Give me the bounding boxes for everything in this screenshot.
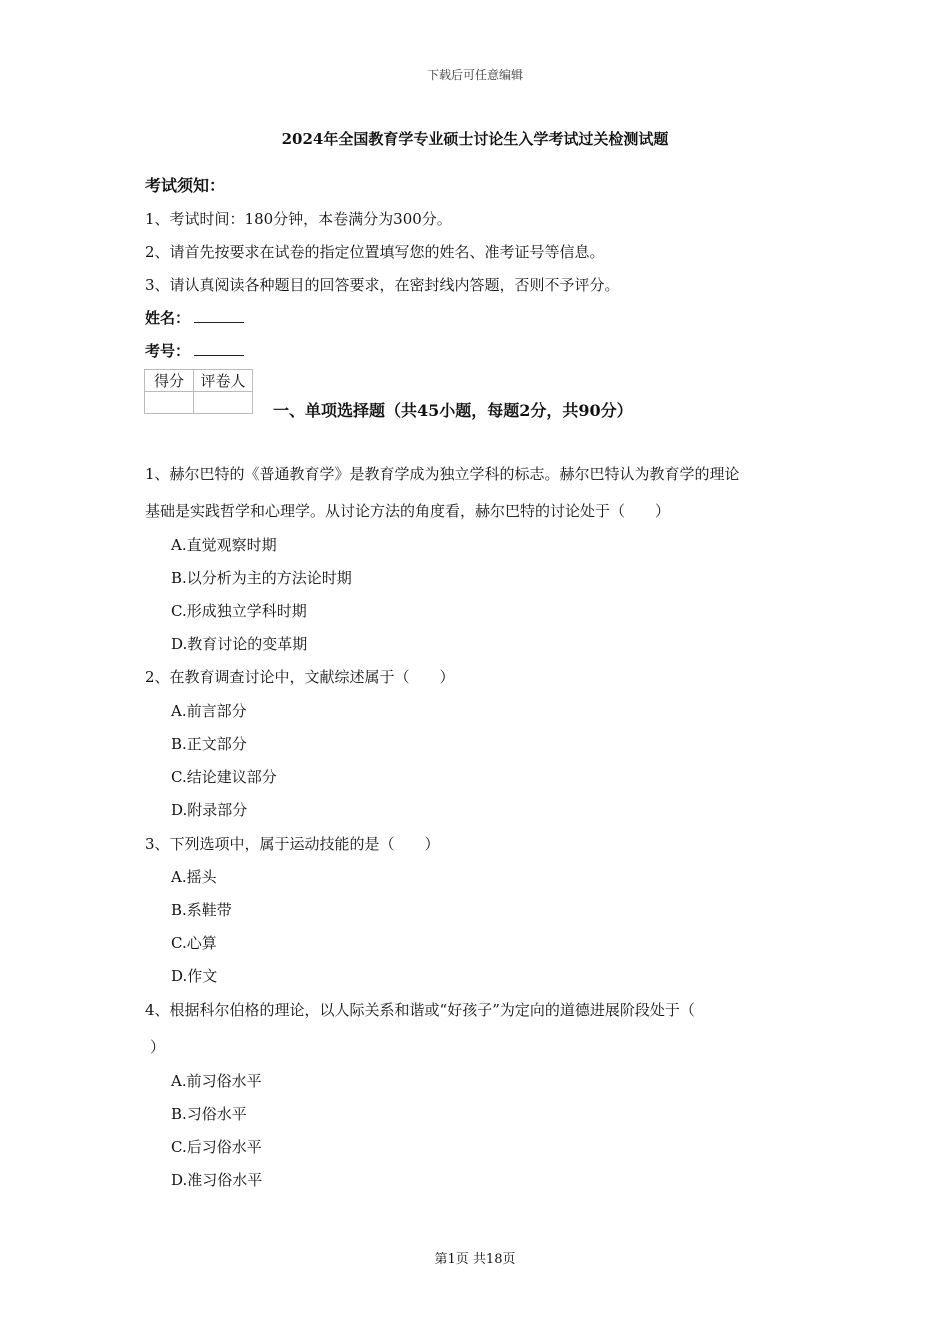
option-item: B.系鞋带: [171, 901, 232, 919]
option-item: B.正文部分: [171, 735, 247, 753]
option-item: C.结论建议部分: [171, 768, 277, 786]
score-cell: [145, 392, 194, 414]
score-table: [144, 369, 253, 414]
notice-item: 2、请首先按要求在试卷的指定位置填写您的姓名、准考证号等信息。: [145, 243, 605, 261]
page-footer: 第1页 共18页: [434, 1252, 516, 1267]
notice-heading: 考试须知：: [145, 176, 226, 195]
id-blank[interactable]: [194, 343, 244, 356]
notice-item: 3、请认真阅读各种题目的回答要求，在密封线内答题，否则不予评分。: [145, 276, 620, 294]
option-item: D.教育讨论的变革期: [171, 635, 308, 653]
notice-item: 1、考试时间：180分钟，本卷满分为300分。: [145, 210, 452, 228]
id-label: 考号：: [145, 342, 191, 360]
section-title: 一、单项选择题（共45小题，每题2分，共90分）: [273, 401, 633, 420]
score-header: 得分: [145, 370, 194, 392]
option-item: C.后习俗水平: [171, 1138, 262, 1156]
name-blank[interactable]: [194, 310, 244, 323]
option-item: D.附录部分: [171, 801, 248, 819]
option-item: D.准习俗水平: [171, 1171, 263, 1189]
name-field: [145, 307, 244, 328]
option-item: B.以分析为主的方法论时期: [171, 569, 352, 587]
question-stem: 2、在教育调查讨论中，文献综述属于（ ）: [145, 668, 455, 686]
option-item: A.前习俗水平: [171, 1072, 262, 1090]
question-stem: 1、赫尔巴特的《普通教育学》是教育学成为独立学科的标志。赫尔巴特认为教育学的理论: [145, 465, 740, 483]
option-item: C.形成独立学科时期: [171, 602, 307, 620]
option-item: A.摇头: [171, 868, 217, 886]
question-stem: 4、根据科尔伯格的理论，以人际关系和谐或“好孩子”为定向的道德进展阶段处于（: [145, 1001, 695, 1019]
option-item: A.直觉观察时期: [171, 536, 277, 554]
option-item: B.习俗水平: [171, 1105, 247, 1123]
document-title: 2024年全国教育学专业硕士讨论生入学考试过关检测试题: [281, 130, 669, 148]
option-item: D.作文: [171, 967, 218, 985]
question-stem-continued: 基础是实践哲学和心理学。从讨论方法的角度看，赫尔巴特的讨论处于（ ）: [145, 502, 671, 520]
question-stem: 3、下列选项中，属于运动技能的是（ ）: [145, 835, 440, 853]
name-label: 姓名：: [145, 309, 191, 327]
question-stem-continued: ）: [150, 1038, 166, 1056]
id-field: [145, 340, 244, 361]
option-item: C.心算: [171, 934, 217, 952]
grader-cell: [194, 392, 253, 414]
grader-header: 评卷人: [194, 370, 253, 392]
header-note: 下载后可任意编辑: [426, 68, 523, 82]
option-item: A.前言部分: [171, 702, 247, 720]
